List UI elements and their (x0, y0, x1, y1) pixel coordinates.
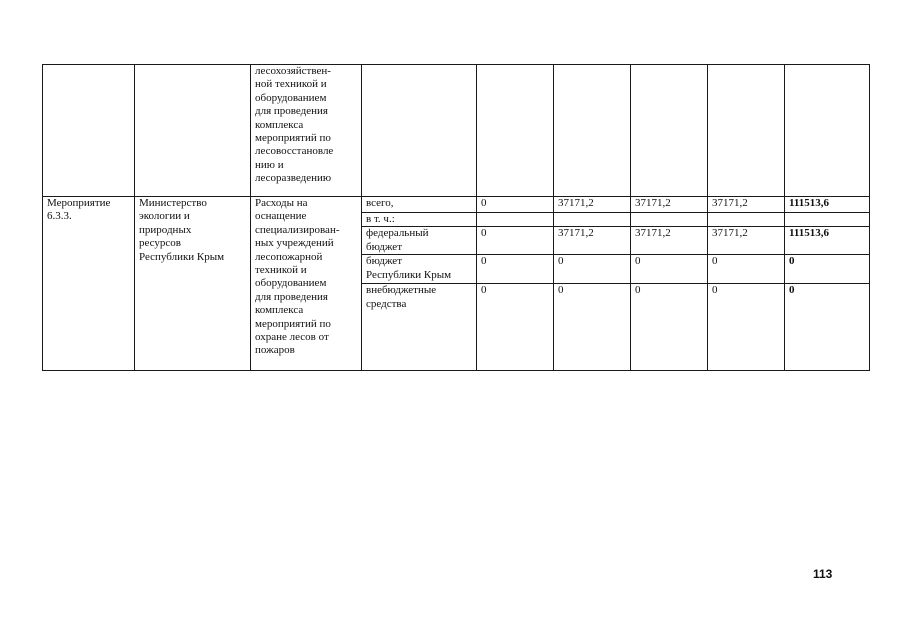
funding-source (362, 197, 477, 213)
measure-executor (135, 197, 251, 371)
funding-row-total (43, 197, 870, 213)
funding-total: 111513,6 (785, 227, 870, 255)
funding-value: 0 (631, 255, 708, 284)
funding-value: 0 (554, 284, 631, 371)
cell-empty (631, 65, 708, 197)
funding-value: 37171,2 (708, 227, 785, 255)
cell-empty (477, 65, 554, 197)
funding-value (477, 213, 554, 227)
funding-value: 37171,2 (554, 227, 631, 255)
measure-description-text: Расходы на оснащение специализирован- ных учреждений лесопожарной техникой и оборудованием для проведения комплекса мероприятий по охране лесов от пожаров (255, 197, 340, 357)
funding-source-text: в т. ч.: (366, 213, 395, 225)
continuation-description-text: лесохозяйствен- ной техникой и оборудованием для проведения комплекса мероприятий по лесовосстановле нию и лесоразведению (255, 65, 334, 185)
funding-source (362, 227, 477, 255)
funding-value: 0 (708, 284, 785, 371)
funding-source-text: внебюджетные средства (366, 284, 437, 310)
funding-value: 0 (477, 284, 554, 371)
measure-name-text: Мероприятие 6.3.3. (47, 197, 111, 223)
funding-value: 0 (708, 255, 785, 284)
cell-empty (708, 65, 785, 197)
funding-value: 37171,2 (631, 197, 708, 213)
funding-total: 0 (785, 284, 870, 371)
funding-value: 0 (477, 227, 554, 255)
continuation-row (43, 65, 870, 197)
measure-name (43, 197, 135, 371)
funding-value: 0 (477, 255, 554, 284)
funding-value: 37171,2 (631, 227, 708, 255)
funding-value (631, 213, 708, 227)
budget-table (42, 64, 870, 371)
cell-empty (43, 65, 135, 197)
funding-total (785, 213, 870, 227)
cell-empty (135, 65, 251, 197)
measure-description (251, 197, 362, 371)
funding-source-text: бюджет Республики Крым (366, 255, 452, 281)
funding-source-text: федеральный бюджет (366, 227, 429, 253)
funding-total: 0 (785, 255, 870, 284)
funding-value: 37171,2 (708, 197, 785, 213)
funding-source (362, 255, 477, 284)
funding-total: 111513,6 (785, 197, 870, 213)
continuation-description (251, 65, 362, 197)
funding-value: 0 (554, 255, 631, 284)
measure-executor-text: Министерство экологии и природных ресурсов Республики Крым (139, 197, 225, 263)
cell-empty (362, 65, 477, 197)
page-number: 113 (813, 567, 833, 581)
funding-source-text: всего, (366, 197, 394, 209)
funding-value: 37171,2 (554, 197, 631, 213)
cell-empty (554, 65, 631, 197)
funding-value: 0 (477, 197, 554, 213)
funding-value (708, 213, 785, 227)
funding-source (362, 284, 477, 371)
funding-source (362, 213, 477, 227)
funding-value (554, 213, 631, 227)
funding-value: 0 (631, 284, 708, 371)
cell-empty (785, 65, 870, 197)
